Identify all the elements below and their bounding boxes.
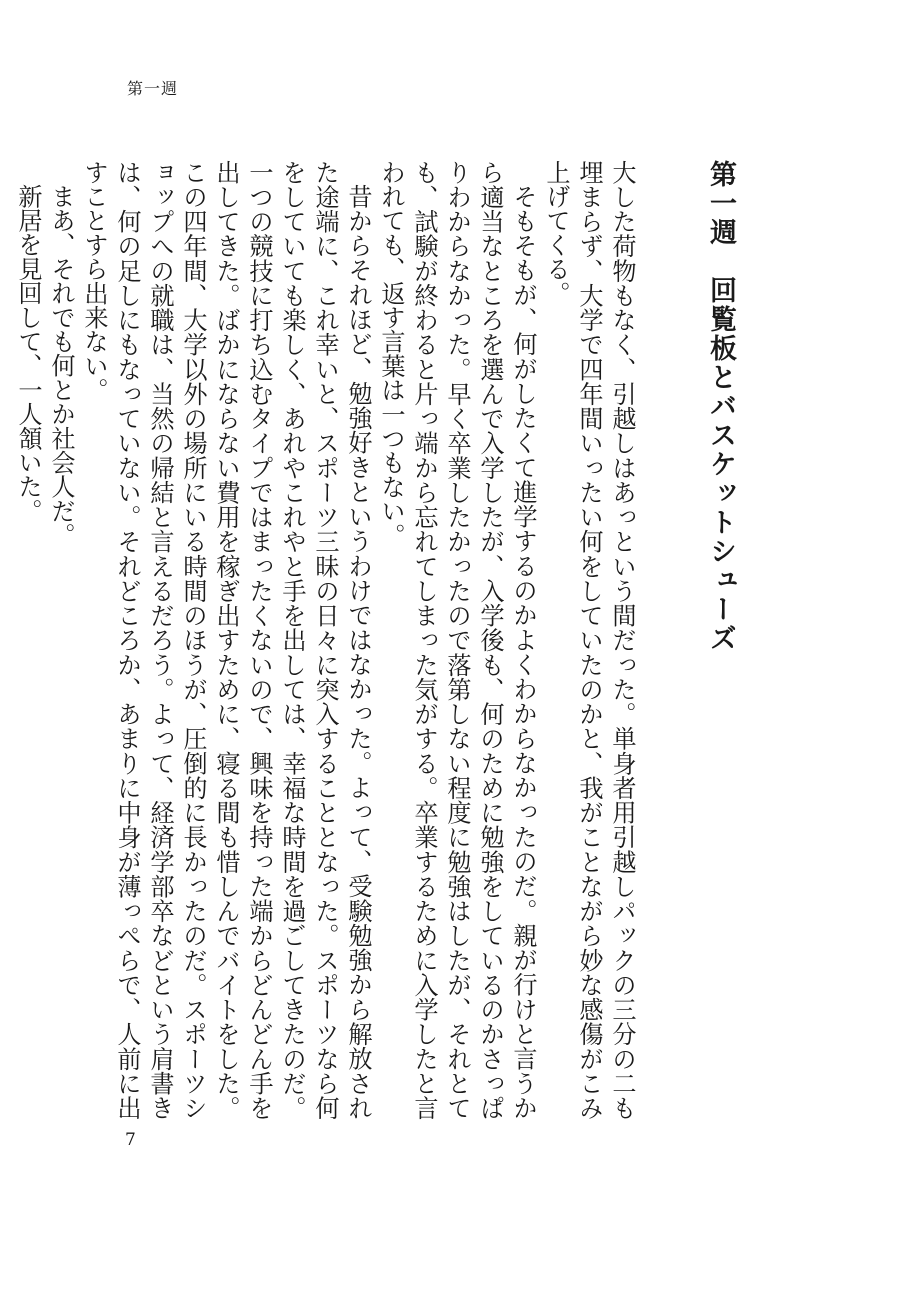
- paragraph-2: そもそもが、何がしたくて進学するのかよくわからなかったのだ。親が行けと言うから適当なところを選んで入学したが、入学後も、何のために勉強をしているのかさっぱりわからなかった。早く卒業したかったので落第しない程度に勉強はしたが、それとても、試験が終わると片っ端から忘れてしまった気がする。卒業するために入学したと言われても、返す言葉は一つもない。: [377, 160, 537, 1120]
- paragraph-1: 大した荷物もなく、引越しはあっという間だった。単身者用引越しパックの三分の二も埋まらず、大学で四年間いったい何をしていたのかと、我がことながら妙な感傷がこみ上げてくる。: [542, 160, 636, 1120]
- chapter-title: 第一週 回覧板とバスケットシューズ: [705, 160, 736, 653]
- body-text: [11, 160, 638, 1120]
- paragraph-5: 新居を見回して、一人頷いた。: [14, 184, 42, 523]
- page-number: 7: [125, 1130, 136, 1150]
- paragraph-3: 昔からそれほど、勉強好きというわけではなかった。よって、受験勉強から解放された途端に、これ幸いと、スポーツ三昧の日々に突入することとなった。スポーツなら何をしていても楽しく、あれやこれやと手を出しては、幸福な時間を過ごしてきたのだ。一つの競技に打ち込むタイプではまったくないので、興味を持った端からどんどん手を出してきた。ばかにならない費用を稼ぎ出すために、寝る間も惜しんでバイトをした。この四年間、大学以外の場所にいる時間のほうが、圧倒的に長かったのだ。スポーツショップへの就職は、当然の帰結と言えるだろう。よって、経済学部卒などという肩書きは、何の足しにもなっていない。それどころか、あまりに中身が薄っぺらで、人前に出すことすら出来ない。: [80, 160, 372, 1120]
- paragraph-4: まあ、それでも何とか社会人だ。: [47, 184, 75, 548]
- running-head: 第一週: [127, 79, 179, 98]
